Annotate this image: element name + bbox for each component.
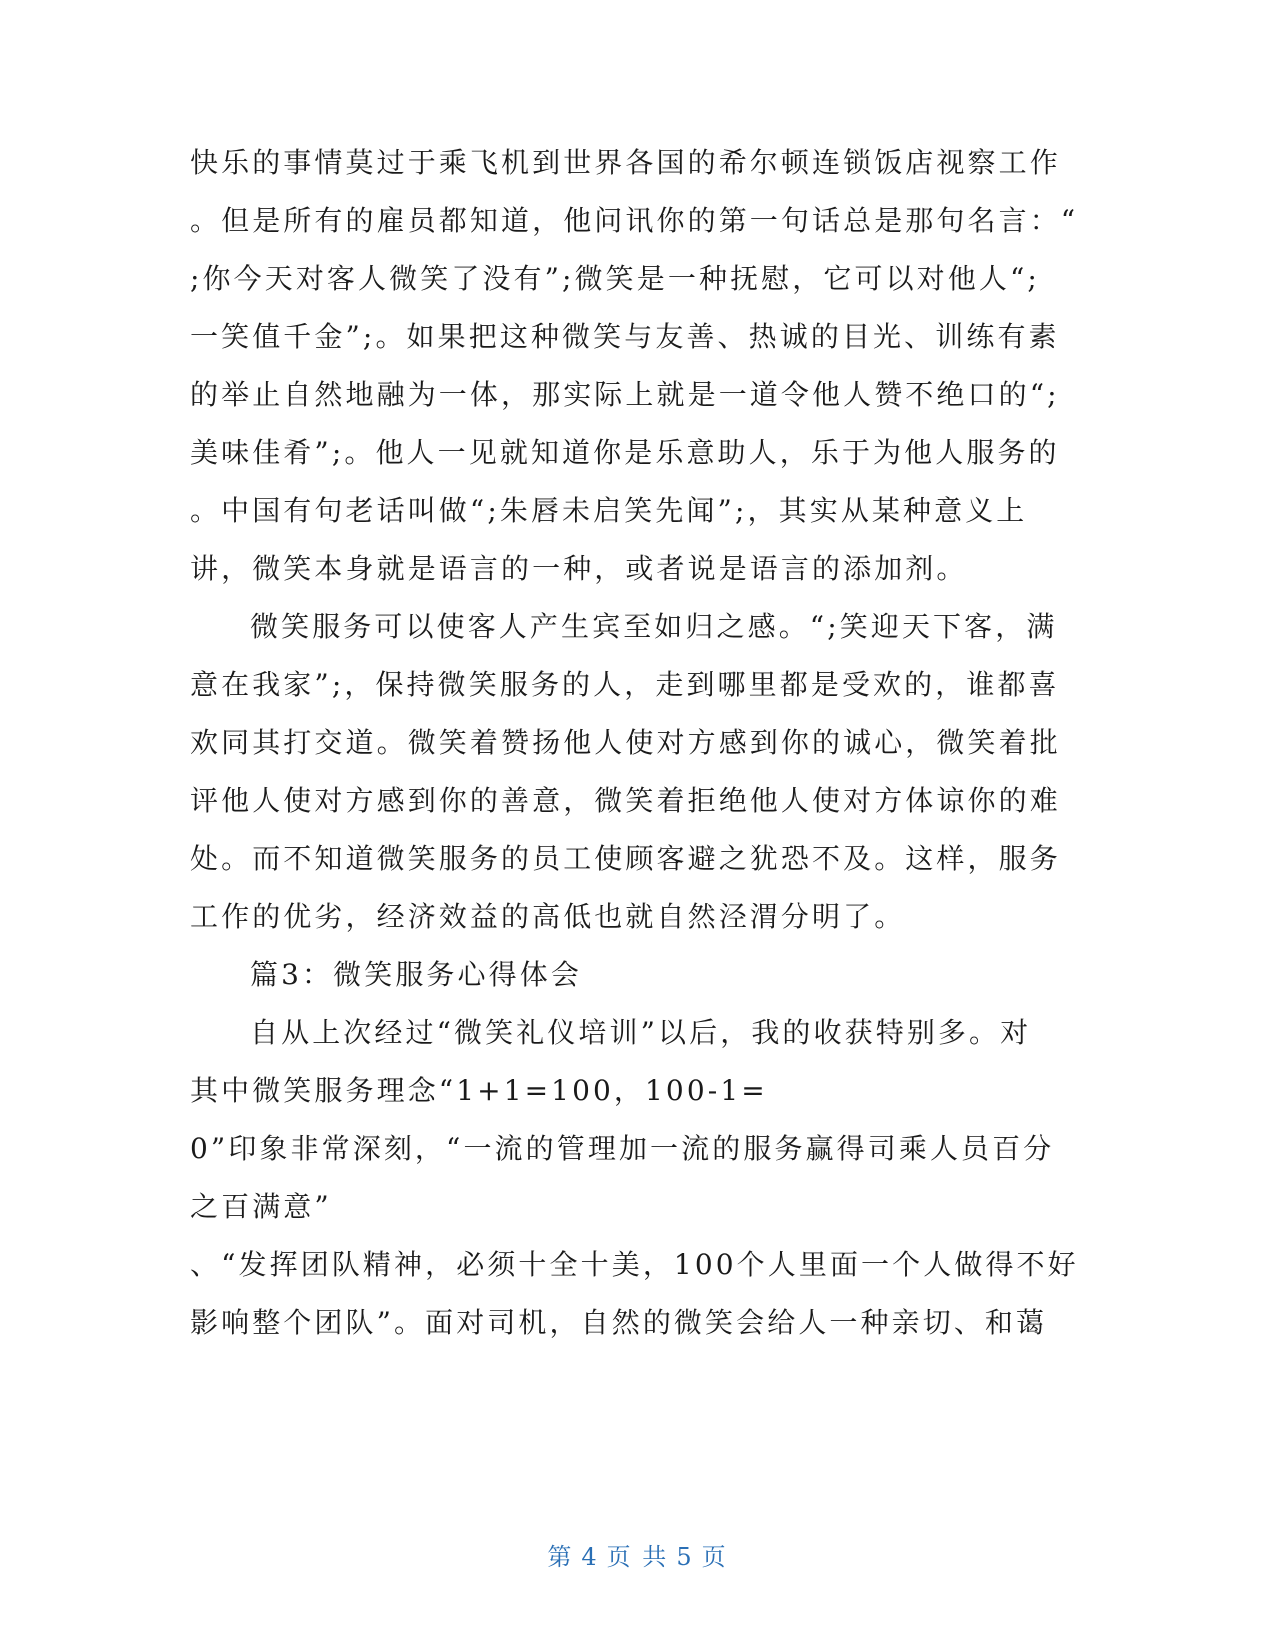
footer-prefix: 第 [547,1543,574,1571]
body-line: 讲，微笑本身就是语言的一种，或者说是语言的添加剂。 [190,552,968,585]
footer-suffix: 页 [701,1543,728,1571]
footer-middle: 页 共 [606,1543,669,1571]
body-line: 。中国有句老话叫做“;朱唇未启笑先闻”;，其实从某种意义上 [190,494,1028,527]
body-line: 一笑值千金”;。如果把这种微笑与友善、热诚的目光、训练有素 [190,320,1060,353]
body-line: 的举止自然地融为一体，那实际上就是一道令他人赞不绝口的“; [190,378,1060,411]
body-line: 0”印象非常深刻，“一流的管理加一流的服务赢得司乘人员百分 [190,1132,1055,1165]
body-line: 评他人使对方感到你的善意，微笑着拒绝他人使对方体谅你的难 [190,784,1061,817]
body-line: ;你今天对客人微笑了没有”;微笑是一种抚慰，它可以对他人“; [190,262,1040,295]
body-line: 快乐的事情莫过于乘飞机到世界各国的希尔顿连锁饭店视察工作 [190,146,1061,179]
footer-current-page: 4 [581,1543,599,1571]
body-line: 其中微笑服务理念“1+1=100，100-1= [190,1074,768,1107]
page-footer [0,1542,1275,1572]
body-line: 之百满意” [190,1190,332,1223]
body-line: 处。而不知道微笑服务的员工使顾客避之犹恐不及。这样，服务 [190,842,1061,875]
body-line: 工作的优劣，经济效益的高低也就自然泾渭分明了。 [190,900,906,933]
section-heading: 篇3：微笑服务心得体会 [250,958,582,991]
body-line: 意在我家”;，保持微笑服务的人，走到哪里都是受欢的，谁都喜 [190,668,1060,701]
body-line: 影响整个团队”。面对司机，自然的微笑会给人一种亲切、和蔼 [190,1306,1048,1339]
body-line: 。但是所有的雇员都知道，他问讯你的第一句话总是那句名言：“ [190,204,1079,237]
body-line: 、“发挥团队精神，必须十全十美，100个人里面一个人做得不好 [190,1248,1079,1281]
body-line: 欢同其打交道。微笑着赞扬他人使对方感到你的诚心，微笑着批 [190,726,1061,759]
paragraph-first-line: 自从上次经过“微笑礼仪培训”以后，我的收获特别多。对 [250,1016,1032,1049]
body-line: 美味佳肴”;。他人一见就知道你是乐意助人，乐于为他人服务的 [190,436,1060,469]
footer-total-pages: 5 [676,1543,694,1571]
paragraph-first-line: 微笑服务可以使客人产生宾至如归之感。“;笑迎天下客，满 [250,610,1058,643]
